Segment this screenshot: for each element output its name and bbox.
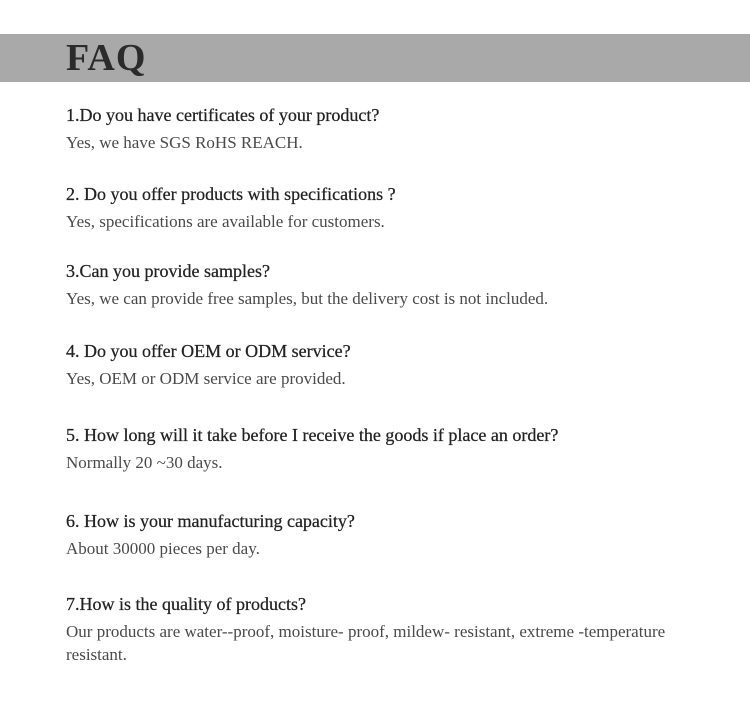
faq-item <box>66 339 716 390</box>
faq-answer: Yes, OEM or ODM service are provided. <box>66 369 346 388</box>
faq-item <box>66 103 716 154</box>
faq-item <box>66 259 716 310</box>
faq-answer: About 30000 pieces per day. <box>66 539 260 558</box>
faq-answer: Normally 20 ~30 days. <box>66 453 223 472</box>
faq-question: 4. Do you offer OEM or ODM service? <box>66 341 351 361</box>
faq-question: 1.Do you have certificates of your product? <box>66 105 380 125</box>
faq-answer: Yes, we have SGS RoHS REACH. <box>66 133 303 152</box>
faq-question: 7.How is the quality of products? <box>66 594 306 614</box>
page-title: FAQ <box>66 37 147 79</box>
faq-answer: Our products are water--proof, moisture- proof, mildew- resistant, extreme -temperature resistant. <box>66 622 666 664</box>
faq-question: 5. How long will it take before I receive the goods if place an order? <box>66 425 559 445</box>
faq-question: 2. Do you offer products with specifications ? <box>66 184 396 204</box>
faq-answer: Yes, specifications are available for customers. <box>66 212 385 231</box>
faq-item <box>66 509 716 560</box>
faq-item <box>66 423 716 474</box>
faq-item <box>66 592 716 666</box>
faq-item <box>66 182 716 233</box>
faq-answer: Yes, we can provide free samples, but the delivery cost is not included. <box>66 289 549 308</box>
faq-question: 3.Can you provide samples? <box>66 261 270 281</box>
faq-question: 6. How is your manufacturing capacity? <box>66 511 355 531</box>
